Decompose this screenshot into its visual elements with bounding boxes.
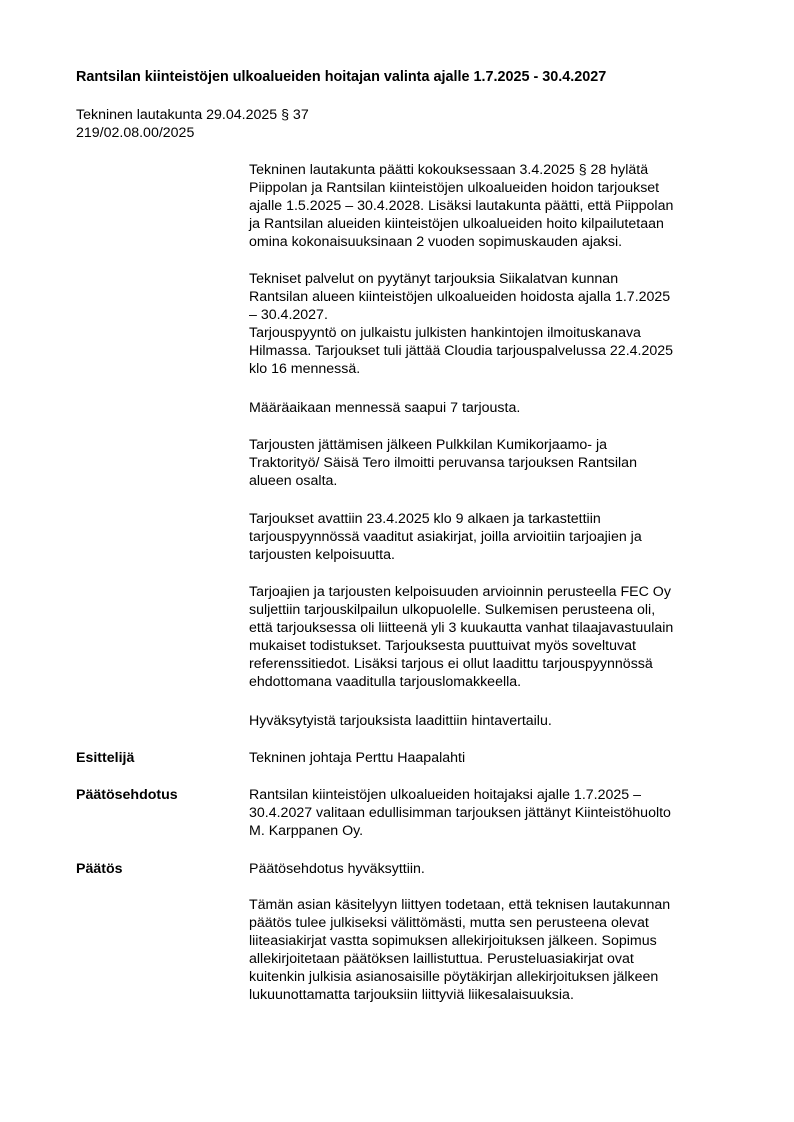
text-line: tarjousten kelpoisuutta. xyxy=(249,547,395,563)
meeting-line: Tekninen lautakunta 29.04.2025 § 37 xyxy=(76,107,309,123)
description-paragraph-6 xyxy=(249,583,739,691)
text-line: mukaiset todistukset. Tarjouksesta puuttuivat myös soveltuvat xyxy=(249,638,636,654)
decision-value: Päätösehdotus hyväksyttiin. xyxy=(249,861,425,877)
decision-note xyxy=(249,896,739,1004)
text-line: Tarjoajien ja tarjousten kelpoisuuden arvioinnin perusteella FEC Oy xyxy=(249,584,671,600)
text-line: kuitenkin julkisia asianosaisille pöytäkirjan allekirjoituksen jälkeen xyxy=(249,969,659,985)
description-paragraph-1 xyxy=(249,161,739,251)
text-line: alueen osalta. xyxy=(249,473,338,489)
text-line: että tarjouksessa oli liitteenä yli 3 kuukautta vanhat tilaajavastuulain xyxy=(249,620,674,636)
text-line: Rantsilan alueen kiinteistöjen ulkoalueiden hoidosta ajalla 1.7.2025 xyxy=(249,289,671,305)
document-title: Rantsilan kiinteistöjen ulkoalueiden hoitajan valinta ajalle 1.7.2025 - 30.4.2027 xyxy=(76,69,607,85)
text-line: Tarjousten jättämisen jälkeen Pulkkilan Kumikorjaamo- ja xyxy=(249,437,608,453)
description-paragraph-4 xyxy=(249,436,739,490)
description-paragraph-5 xyxy=(249,510,739,564)
text-line: suljettiin tarjouskilpailun ulkopuolelle. Sulkemisen perusteena oli, xyxy=(249,602,656,618)
text-line: Tarjoukset avattiin 23.4.2025 klo 9 alkaen ja tarkastettiin xyxy=(249,511,601,527)
text-line: lukuunottamatta tarjouksiin liittyviä liikesalaisuuksia. xyxy=(249,987,574,1003)
text-line: Tekninen lautakunta päätti kokouksessaan 3.4.2025 § 28 hylätä xyxy=(249,162,649,178)
presenter-value: Tekninen johtaja Perttu Haapalahti xyxy=(249,750,466,766)
text-line: päätös tulee julkiseksi välittömästi, mutta sen perusteena olevat xyxy=(249,915,649,931)
text-line: Piippolan ja Rantsilan kiinteistöjen ulkoalueiden hoidon tarjoukset xyxy=(249,180,660,196)
text-line: ehdottomana vaaditulla tarjouslomakkeella. xyxy=(249,674,522,690)
text-line: Määräaikaan mennessä saapui 7 tarjousta. xyxy=(249,400,521,416)
text-line: Tekniset palvelut on pyytänyt tarjouksia Siikalatvan kunnan xyxy=(249,271,619,287)
text-line: referenssitiedot. Lisäksi tarjous ei ollut laadittu tarjouspyynnössä xyxy=(249,656,653,672)
presenter-label: Esittelijä xyxy=(76,750,135,766)
text-line: tarjouspyynnössä vaaditut asiakirjat, joilla arvioitiin tarjoajien ja xyxy=(249,529,642,545)
text-line: M. Karppanen Oy. xyxy=(249,823,364,839)
description-paragraph-3 xyxy=(249,399,739,417)
decision-label: Päätös xyxy=(76,861,123,877)
text-line: omina kokonaisuuksinaan 2 vuoden sopimuskauden ajaksi. xyxy=(249,234,623,250)
text-line: ja Rantsilan alueiden kiinteistöjen ulkoalueiden hoito kilpailutetaan xyxy=(249,216,664,232)
text-line: Tämän asian käsitelyyn liittyen todetaan, että teknisen lautakunnan xyxy=(249,897,671,913)
text-line: 30.4.2027 valitaan edullisimman tarjouksen jättänyt Kiinteistöhuolto xyxy=(249,805,671,821)
proposal-text xyxy=(249,786,739,840)
description-paragraph-2 xyxy=(249,270,739,378)
record-number: 219/02.08.00/2025 xyxy=(76,125,195,141)
text-line: liiteasiakirjat vastta sopimuksen allekirjoituksen jälkeen. Sopimus xyxy=(249,933,657,949)
text-line: ajalle 1.5.2025 – 30.4.2028. Lisäksi lautakunta päätti, että Piippolan xyxy=(249,198,674,214)
text-line: Tarjouspyyntö on julkaistu julkisten hankintojen ilmoituskanava xyxy=(249,325,641,341)
text-line: – 30.4.2027. xyxy=(249,307,328,323)
text-line: Rantsilan kiinteistöjen ulkoalueiden hoitajaksi ajalle 1.7.2025 – xyxy=(249,787,641,803)
text-line: allekirjoitetaan päätöksen laillistuttua. Perusteluasiakirjat ovat xyxy=(249,951,634,967)
description-paragraph-7 xyxy=(249,712,739,730)
text-line: klo 16 mennessä. xyxy=(249,361,361,377)
text-line: Traktorityö/ Säisä Tero ilmoitti peruvansa tarjouksen Rantsilan xyxy=(249,455,637,471)
proposal-label: Päätösehdotus xyxy=(76,787,178,803)
text-line: Hilmassa. Tarjoukset tuli jättää Cloudia tarjouspalvelussa 22.4.2025 xyxy=(249,343,674,359)
text-line: Hyväksytyistä tarjouksista laadittiin hintavertailu. xyxy=(249,713,552,729)
